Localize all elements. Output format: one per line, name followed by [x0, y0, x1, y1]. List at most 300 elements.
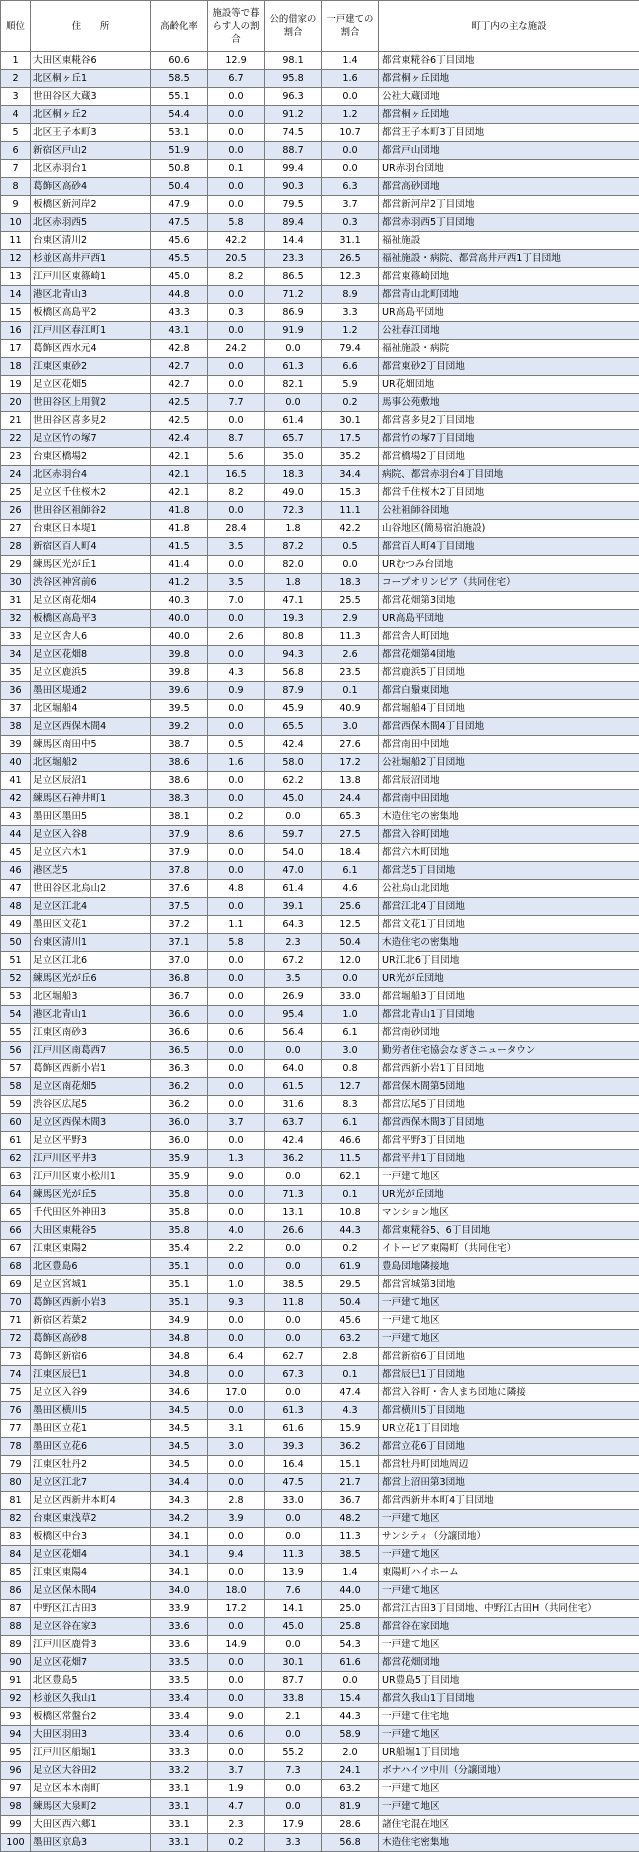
- facility-share-cell: 0.0: [208, 376, 265, 394]
- rank-cell: 30: [1, 574, 31, 592]
- facility-share-cell: 6.4: [208, 1348, 265, 1366]
- facility-share-cell: 16.5: [208, 466, 265, 484]
- aging-rate-cell: 39.2: [151, 718, 208, 736]
- detached-cell: 23.5: [322, 664, 379, 682]
- public-rental-cell: 2.3: [265, 934, 322, 952]
- facility-share-cell: 0.0: [208, 412, 265, 430]
- table-row: [1, 1132, 639, 1150]
- main-facility-cell: 都営谷在家団地: [379, 1618, 639, 1636]
- aging-rate-cell: 33.4: [151, 1708, 208, 1726]
- main-facility-cell: イトーピア東陽町（共同住宅）: [379, 1240, 639, 1258]
- aging-rate-cell: 45.5: [151, 250, 208, 268]
- table-row: [1, 610, 639, 628]
- aging-rate-cell: 34.0: [151, 1582, 208, 1600]
- table-row: [1, 340, 639, 358]
- facility-share-cell: 0.0: [208, 1456, 265, 1474]
- address-cell: 大田区西六郷1: [31, 1816, 151, 1834]
- public-rental-cell: 64.0: [265, 1060, 322, 1078]
- facility-share-cell: 4.3: [208, 664, 265, 682]
- address-cell: 足立区保木間4: [31, 1582, 151, 1600]
- table-row: [1, 1204, 639, 1222]
- public-rental-cell: 58.0: [265, 754, 322, 772]
- table-row: [1, 538, 639, 556]
- facility-share-cell: 2.3: [208, 1816, 265, 1834]
- address-cell: 新宿区若葉2: [31, 1312, 151, 1330]
- detached-cell: 15.3: [322, 484, 379, 502]
- address-cell: 北区赤羽西5: [31, 214, 151, 232]
- rank-cell: 6: [1, 142, 31, 160]
- facility-share-cell: 0.0: [208, 646, 265, 664]
- detached-cell: 62.1: [322, 1168, 379, 1186]
- detached-cell: 10.8: [322, 1204, 379, 1222]
- detached-cell: 11.3: [322, 628, 379, 646]
- facility-share-cell: 0.0: [208, 790, 265, 808]
- detached-cell: 50.4: [322, 934, 379, 952]
- facility-share-cell: 0.0: [208, 1078, 265, 1096]
- public-rental-cell: 45.0: [265, 790, 322, 808]
- detached-cell: 0.2: [322, 1240, 379, 1258]
- rank-cell: 83: [1, 1528, 31, 1546]
- aging-rate-cell: 41.4: [151, 556, 208, 574]
- address-cell: 墨田区堤通2: [31, 682, 151, 700]
- detached-cell: 56.8: [322, 1834, 379, 1852]
- table-row: [1, 70, 639, 88]
- public-rental-cell: 87.7: [265, 1672, 322, 1690]
- table-row: [1, 880, 639, 898]
- aging-rate-cell: 41.5: [151, 538, 208, 556]
- rank-cell: 53: [1, 988, 31, 1006]
- facility-share-cell: 6.7: [208, 70, 265, 88]
- table-row: [1, 232, 639, 250]
- public-rental-cell: 0.0: [265, 1240, 322, 1258]
- public-rental-cell: 11.3: [265, 1546, 322, 1564]
- aging-rate-cell: 41.8: [151, 520, 208, 538]
- facility-share-cell: 0.0: [208, 1186, 265, 1204]
- detached-cell: 25.0: [322, 1600, 379, 1618]
- rank-cell: 62: [1, 1150, 31, 1168]
- aging-rate-cell: 53.1: [151, 124, 208, 142]
- facility-share-cell: 0.6: [208, 1726, 265, 1744]
- detached-cell: 48.2: [322, 1510, 379, 1528]
- rank-cell: 68: [1, 1258, 31, 1276]
- aging-rate-cell: 34.8: [151, 1330, 208, 1348]
- public-rental-cell: 0.0: [265, 1780, 322, 1798]
- rank-cell: 58: [1, 1078, 31, 1096]
- address-cell: 葛飾区新宿6: [31, 1348, 151, 1366]
- main-facility-cell: 都営芝5丁目団地: [379, 862, 639, 880]
- address-cell: 中野区江古田3: [31, 1600, 151, 1618]
- facility-share-cell: 18.0: [208, 1582, 265, 1600]
- rank-cell: 24: [1, 466, 31, 484]
- rank-cell: 79: [1, 1456, 31, 1474]
- detached-cell: 24.4: [322, 790, 379, 808]
- rank-cell: 13: [1, 268, 31, 286]
- aging-rate-cell: 60.6: [151, 52, 208, 70]
- table-row: [1, 1510, 639, 1528]
- public-rental-cell: 67.3: [265, 1366, 322, 1384]
- public-rental-cell: 19.3: [265, 610, 322, 628]
- rank-cell: 29: [1, 556, 31, 574]
- table-row: [1, 1222, 639, 1240]
- main-facility-cell: 一戸建て地区: [379, 1780, 639, 1798]
- rank-cell: 39: [1, 736, 31, 754]
- address-cell: 大田区羽田3: [31, 1726, 151, 1744]
- facility-share-cell: 17.0: [208, 1384, 265, 1402]
- address-cell: 墨田区立花6: [31, 1438, 151, 1456]
- detached-cell: 61.9: [322, 1258, 379, 1276]
- rank-cell: 36: [1, 682, 31, 700]
- table-row: [1, 862, 639, 880]
- rank-cell: 52: [1, 970, 31, 988]
- aging-rate-cell: 33.6: [151, 1636, 208, 1654]
- main-facility-cell: 都営西新井本町4丁目団地: [379, 1492, 639, 1510]
- aging-rate-cell: 42.1: [151, 466, 208, 484]
- main-facility-cell: 都営入谷町団地: [379, 826, 639, 844]
- main-facility-cell: UR花畑団地: [379, 376, 639, 394]
- main-facility-cell: 都営保木間第5団地: [379, 1078, 639, 1096]
- address-cell: 足立区江北4: [31, 898, 151, 916]
- public-rental-cell: 63.7: [265, 1114, 322, 1132]
- address-cell: 千代田区外神田3: [31, 1204, 151, 1222]
- aging-rate-cell: 33.5: [151, 1672, 208, 1690]
- table-row: [1, 736, 639, 754]
- aging-rate-cell: 34.8: [151, 1348, 208, 1366]
- rank-cell: 74: [1, 1366, 31, 1384]
- detached-cell: 47.4: [322, 1384, 379, 1402]
- rank-cell: 63: [1, 1168, 31, 1186]
- aging-rate-cell: 33.1: [151, 1816, 208, 1834]
- public-rental-cell: 47.0: [265, 862, 322, 880]
- rank-cell: 87: [1, 1600, 31, 1618]
- detached-cell: 0.5: [322, 538, 379, 556]
- public-rental-cell: 39.1: [265, 898, 322, 916]
- detached-cell: 54.3: [322, 1636, 379, 1654]
- rank-cell: 10: [1, 214, 31, 232]
- detached-cell: 10.7: [322, 124, 379, 142]
- aging-rate-cell: 38.6: [151, 772, 208, 790]
- main-facility-cell: 一戸建て地区: [379, 1168, 639, 1186]
- aging-rate-cell: 33.5: [151, 1654, 208, 1672]
- detached-cell: 2.0: [322, 1744, 379, 1762]
- main-facility-cell: 都営南中田団地: [379, 790, 639, 808]
- detached-cell: 0.0: [322, 970, 379, 988]
- detached-cell: 13.8: [322, 772, 379, 790]
- facility-share-cell: 0.0: [208, 772, 265, 790]
- facility-share-cell: 1.3: [208, 1150, 265, 1168]
- aging-rate-cell: 37.2: [151, 916, 208, 934]
- main-facility-cell: 一戸建て地区: [379, 1330, 639, 1348]
- main-facility-cell: 豊島団地隣接地: [379, 1258, 639, 1276]
- rank-cell: 20: [1, 394, 31, 412]
- main-facility-cell: 馬事公苑敷地: [379, 394, 639, 412]
- main-facility-cell: 公社祖師谷団地: [379, 502, 639, 520]
- rank-cell: 92: [1, 1690, 31, 1708]
- detached-cell: 2.6: [322, 646, 379, 664]
- address-cell: 北区赤羽台4: [31, 466, 151, 484]
- public-rental-cell: 7.6: [265, 1582, 322, 1600]
- address-cell: 墨田区立花1: [31, 1420, 151, 1438]
- rank-cell: 31: [1, 592, 31, 610]
- aging-rate-cell: 47.5: [151, 214, 208, 232]
- header-main-facility: 町丁内の主な施設: [379, 1, 639, 52]
- detached-cell: 1.2: [322, 322, 379, 340]
- rank-cell: 51: [1, 952, 31, 970]
- detached-cell: 35.2: [322, 448, 379, 466]
- public-rental-cell: 0.0: [265, 808, 322, 826]
- table-row: [1, 124, 639, 142]
- table-row: [1, 250, 639, 268]
- address-cell: 墨田区文花1: [31, 916, 151, 934]
- main-facility-cell: 公社春江団地: [379, 322, 639, 340]
- detached-cell: 17.2: [322, 754, 379, 772]
- detached-cell: 1.0: [322, 1006, 379, 1024]
- detached-cell: 79.4: [322, 340, 379, 358]
- facility-share-cell: 1.1: [208, 916, 265, 934]
- table-row: [1, 106, 639, 124]
- aging-rate-cell: 34.5: [151, 1402, 208, 1420]
- rank-cell: 47: [1, 880, 31, 898]
- public-rental-cell: 47.1: [265, 592, 322, 610]
- address-cell: 足立区江北6: [31, 952, 151, 970]
- main-facility-cell: 都営王子本町3丁目団地: [379, 124, 639, 142]
- address-cell: 葛飾区高砂8: [31, 1330, 151, 1348]
- table-row: [1, 1276, 639, 1294]
- facility-share-cell: 0.0: [208, 556, 265, 574]
- table-row: [1, 574, 639, 592]
- aging-rate-cell: 34.1: [151, 1546, 208, 1564]
- facility-share-cell: 0.0: [208, 1330, 265, 1348]
- table-row: [1, 1384, 639, 1402]
- detached-cell: 31.1: [322, 232, 379, 250]
- facility-share-cell: 0.2: [208, 1834, 265, 1852]
- main-facility-cell: 都営久我山1丁目団地: [379, 1690, 639, 1708]
- rank-cell: 17: [1, 340, 31, 358]
- aging-rate-cell: 33.1: [151, 1834, 208, 1852]
- address-cell: 足立区江北7: [31, 1474, 151, 1492]
- main-facility-cell: 木造住宅の密集地: [379, 808, 639, 826]
- detached-cell: 58.9: [322, 1726, 379, 1744]
- address-cell: 大田区東糀谷5: [31, 1222, 151, 1240]
- main-facility-cell: 一戸建て地区: [379, 1546, 639, 1564]
- facility-share-cell: 0.6: [208, 1024, 265, 1042]
- detached-cell: 3.0: [322, 1042, 379, 1060]
- address-cell: 江東区辰巳1: [31, 1366, 151, 1384]
- table-row: [1, 448, 639, 466]
- address-cell: 葛飾区西新小岩1: [31, 1060, 151, 1078]
- address-cell: 練馬区南田中5: [31, 736, 151, 754]
- aging-rate-cell: 34.9: [151, 1312, 208, 1330]
- main-facility-cell: 都営北青山1丁目団地: [379, 1006, 639, 1024]
- table-row: [1, 502, 639, 520]
- aging-rate-cell: 38.6: [151, 754, 208, 772]
- detached-cell: 44.3: [322, 1222, 379, 1240]
- address-cell: 江東区東陽4: [31, 1564, 151, 1582]
- rank-cell: 55: [1, 1024, 31, 1042]
- rank-cell: 69: [1, 1276, 31, 1294]
- facility-share-cell: 0.0: [208, 1060, 265, 1078]
- address-cell: 北区王子本町3: [31, 124, 151, 142]
- table-row: [1, 196, 639, 214]
- rank-cell: 15: [1, 304, 31, 322]
- detached-cell: 12.0: [322, 952, 379, 970]
- aging-rate-cell: 42.1: [151, 448, 208, 466]
- main-facility-cell: 病院、都営赤羽台4丁目団地: [379, 466, 639, 484]
- aging-rate-cell: 41.8: [151, 502, 208, 520]
- main-facility-cell: 都営平井1丁目団地: [379, 1150, 639, 1168]
- table-row: [1, 1312, 639, 1330]
- public-rental-cell: 0.0: [265, 1330, 322, 1348]
- table-row: [1, 1690, 639, 1708]
- aging-rate-cell: 41.2: [151, 574, 208, 592]
- facility-share-cell: 17.2: [208, 1600, 265, 1618]
- table-row: [1, 1330, 639, 1348]
- rank-cell: 14: [1, 286, 31, 304]
- table-row: [1, 1582, 639, 1600]
- table-row: [1, 484, 639, 502]
- detached-cell: 26.5: [322, 250, 379, 268]
- public-rental-cell: 42.4: [265, 1132, 322, 1150]
- public-rental-cell: 55.2: [265, 1744, 322, 1762]
- aging-rate-cell: 40.0: [151, 628, 208, 646]
- aging-rate-cell: 36.8: [151, 970, 208, 988]
- address-cell: 板橋区新河岸2: [31, 196, 151, 214]
- table-row: [1, 412, 639, 430]
- address-cell: 江戸川区春江町1: [31, 322, 151, 340]
- header-public-rental-share: 公的借家の割合: [265, 1, 322, 52]
- rank-cell: 28: [1, 538, 31, 556]
- facility-share-cell: 4.7: [208, 1798, 265, 1816]
- aging-rate-cell: 43.3: [151, 304, 208, 322]
- aging-rate-cell: 36.3: [151, 1060, 208, 1078]
- facility-share-cell: 0.9: [208, 682, 265, 700]
- aging-rate-cell: 35.1: [151, 1258, 208, 1276]
- table-row: [1, 1006, 639, 1024]
- public-rental-cell: 26.9: [265, 988, 322, 1006]
- rank-cell: 60: [1, 1114, 31, 1132]
- facility-share-cell: 0.0: [208, 700, 265, 718]
- facility-share-cell: 0.0: [208, 1204, 265, 1222]
- aging-rate-cell: 40.0: [151, 610, 208, 628]
- public-rental-cell: 80.8: [265, 628, 322, 646]
- aging-rate-cell: 35.4: [151, 1240, 208, 1258]
- address-cell: 墨田区横川5: [31, 1402, 151, 1420]
- aging-rate-cell: 36.0: [151, 1132, 208, 1150]
- facility-share-cell: 8.2: [208, 484, 265, 502]
- public-rental-cell: 17.9: [265, 1816, 322, 1834]
- main-facility-cell: 都営西保木間3丁目団地: [379, 1114, 639, 1132]
- rank-cell: 59: [1, 1096, 31, 1114]
- facility-share-cell: 0.1: [208, 160, 265, 178]
- header-detached-share: 一戸建ての割合: [322, 1, 379, 52]
- main-facility-cell: UR赤羽台団地: [379, 160, 639, 178]
- facility-share-cell: 0.0: [208, 1744, 265, 1762]
- main-facility-cell: 一戸建て地区: [379, 1510, 639, 1528]
- detached-cell: 63.2: [322, 1330, 379, 1348]
- address-cell: 足立区谷在家3: [31, 1618, 151, 1636]
- facility-share-cell: 0.0: [208, 718, 265, 736]
- aging-rate-cell: 34.2: [151, 1510, 208, 1528]
- main-facility-cell: 一戸建て地区: [379, 1726, 639, 1744]
- aging-rate-cell: 42.7: [151, 358, 208, 376]
- address-cell: 江東区牡丹2: [31, 1456, 151, 1474]
- aging-rate-cell: 37.9: [151, 844, 208, 862]
- rank-cell: 90: [1, 1654, 31, 1672]
- main-facility-cell: 公社堀船2丁目団地: [379, 754, 639, 772]
- main-facility-cell: 都営西新小岩1丁目団地: [379, 1060, 639, 1078]
- main-facility-cell: UR立花1丁目団地: [379, 1420, 639, 1438]
- rank-cell: 80: [1, 1474, 31, 1492]
- main-facility-cell: 一戸建て地区: [379, 1798, 639, 1816]
- facility-share-cell: 0.0: [208, 322, 265, 340]
- main-facility-cell: 木造住宅密集地: [379, 1834, 639, 1852]
- detached-cell: 40.9: [322, 700, 379, 718]
- table-row: [1, 1708, 639, 1726]
- aging-rate-cell: 42.8: [151, 340, 208, 358]
- address-cell: 足立区本木南町: [31, 1780, 151, 1798]
- detached-cell: 8.3: [322, 1096, 379, 1114]
- address-cell: 港区芝5: [31, 862, 151, 880]
- main-facility-cell: 都営東糀谷6丁目団地: [379, 52, 639, 70]
- public-rental-cell: 86.9: [265, 304, 322, 322]
- detached-cell: 11.5: [322, 1150, 379, 1168]
- aging-rate-cell: 42.4: [151, 430, 208, 448]
- address-cell: 板橋区常盤台2: [31, 1708, 151, 1726]
- aging-rate-cell: 37.1: [151, 934, 208, 952]
- detached-cell: 29.5: [322, 1276, 379, 1294]
- address-cell: 江戸川区鹿骨3: [31, 1636, 151, 1654]
- main-facility-cell: 東陽町ハイホーム: [379, 1564, 639, 1582]
- public-rental-cell: 36.2: [265, 1150, 322, 1168]
- facility-share-cell: 1.0: [208, 1276, 265, 1294]
- table-row: [1, 1762, 639, 1780]
- main-facility-cell: UR江北6丁目団地: [379, 952, 639, 970]
- main-facility-cell: 公社烏山北団地: [379, 880, 639, 898]
- table-row: [1, 1726, 639, 1744]
- detached-cell: 1.4: [322, 1564, 379, 1582]
- main-facility-cell: UR豊島5丁目団地: [379, 1672, 639, 1690]
- detached-cell: 15.9: [322, 1420, 379, 1438]
- aging-rate-cell: 37.9: [151, 826, 208, 844]
- public-rental-cell: 11.8: [265, 1294, 322, 1312]
- rank-cell: 91: [1, 1672, 31, 1690]
- aging-rate-cell: 35.8: [151, 1222, 208, 1240]
- facility-share-cell: 4.0: [208, 1222, 265, 1240]
- main-facility-cell: 都営江古田3丁目団地、中野江古田H（共同住宅）: [379, 1600, 639, 1618]
- detached-cell: 6.1: [322, 1114, 379, 1132]
- rank-cell: 45: [1, 844, 31, 862]
- aging-rate-cell: 33.6: [151, 1618, 208, 1636]
- rank-cell: 82: [1, 1510, 31, 1528]
- address-cell: 江戸川区平井3: [31, 1150, 151, 1168]
- table-row: [1, 772, 639, 790]
- table-row: [1, 934, 639, 952]
- address-cell: 練馬区光が丘6: [31, 970, 151, 988]
- main-facility-cell: 山谷地区(簡易宿泊施設): [379, 520, 639, 538]
- main-facility-cell: 都営入谷町・舎人まち団地に隣接: [379, 1384, 639, 1402]
- public-rental-cell: 3.3: [265, 1834, 322, 1852]
- rank-cell: 65: [1, 1204, 31, 1222]
- main-facility-cell: 都営桐ヶ丘団地: [379, 70, 639, 88]
- rank-cell: 85: [1, 1564, 31, 1582]
- facility-share-cell: 0.0: [208, 106, 265, 124]
- main-facility-cell: コープオリンピア（共同住宅）: [379, 574, 639, 592]
- facility-share-cell: 0.0: [208, 862, 265, 880]
- rank-cell: 93: [1, 1708, 31, 1726]
- rank-cell: 32: [1, 610, 31, 628]
- header-row: [1, 1, 639, 52]
- main-facility-cell: 都営上沼田第3団地: [379, 1474, 639, 1492]
- table-row: [1, 988, 639, 1006]
